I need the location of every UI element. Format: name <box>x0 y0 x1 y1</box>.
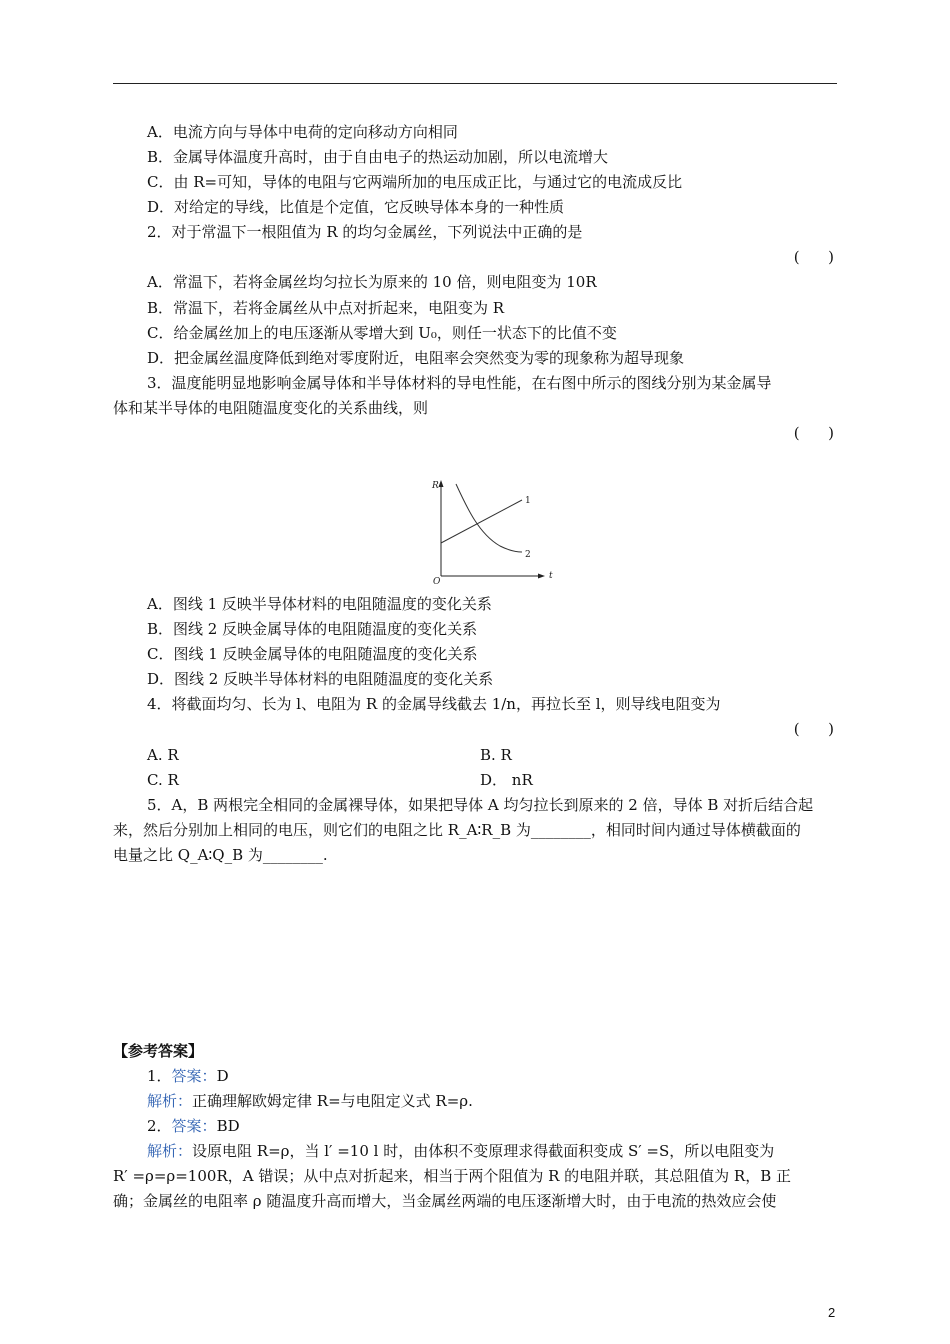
explanation-1 <box>147 1091 473 1111</box>
q2-option-d: D．把金属丝温度降低到绝对零度附近，电阻率会突然变为零的现象称为超导现象 <box>147 349 685 367</box>
explanation-2-line2: R′ =ρ=ρ=100R，A 错误；从中点对折起来，相当于两个阻值为 R 的电阻并联，其总阻值为 R，B 正 <box>113 1167 792 1185</box>
answer-2-number: 2． <box>147 1117 172 1135</box>
q1-option-b: B．金属导体温度升高时，由于自由电子的热运动加剧，所以电流增大 <box>147 148 609 166</box>
q4-option-b: B. R <box>480 746 512 764</box>
q4-option-d: D． nR <box>480 771 533 789</box>
x-axis-label: t <box>549 571 553 581</box>
answer-1-label: 答案： <box>171 1067 217 1085</box>
q3-option-c: C．图线 1 反映金属导体的电阻随温度的变化关系 <box>147 645 478 663</box>
explanation-2-text-1: 设原电阻 R=ρ，当 l′ =10 l 时，由体积不变原理求得截面积变成 S′ =S，所以电阻变为 <box>192 1142 775 1160</box>
page-number: 2 <box>828 1305 836 1320</box>
answer-2 <box>147 1116 240 1136</box>
origin-label: O <box>433 577 441 586</box>
q2-option-b: B．常温下，若将金属丝从中点对折起来，电阻变为 R <box>147 299 505 317</box>
q5-line1: 5．A，B 两根完全相同的金属裸导体，如果把导体 A 均匀拉长到原来的 2 倍，导体 B 对折后结合起 <box>147 796 814 814</box>
resistance-temperature-figure <box>425 476 565 586</box>
explanation-2-label: 解析： <box>147 1142 193 1160</box>
q3-option-b: B．图线 2 反映金属导体的电阻随温度的变化关系 <box>147 620 478 638</box>
curve-2-label: 2 <box>525 550 531 560</box>
q3-answer-paren: ( ) <box>793 424 834 442</box>
q3-stem-line1: 3．温度能明显地影响金属导体和半导体材料的导电性能，在右图中所示的图线分别为某金属导 <box>147 374 772 392</box>
curve-1 <box>441 500 522 543</box>
explanation-1-text: 正确理解欧姆定律 R=与电阻定义式 R=ρ. <box>192 1092 473 1110</box>
q2-stem: 2．对于常温下一根阻值为 R 的均匀金属丝，下列说法中正确的是 <box>147 223 583 241</box>
q3-option-a: A．图线 1 反映半导体材料的电阻随温度的变化关系 <box>147 595 492 613</box>
q4-option-a: A. R <box>147 746 179 764</box>
answer-1 <box>147 1066 229 1086</box>
q2-option-a: A．常温下，若将金属丝均匀拉长为原来的 10 倍，则电阻变为 10R <box>147 273 597 291</box>
q3-stem-line2: 体和某半导体的电阻随温度变化的关系曲线，则 <box>113 399 429 417</box>
header-rule <box>113 83 837 84</box>
q4-stem: 4．将截面均匀、长为 l、电阻为 R 的金属导线截去 1/n，再拉长至 l，则导线电阻变为 <box>147 695 721 713</box>
q1-option-d: D．对给定的导线，比值是个定值，它反映导体本身的一种性质 <box>147 198 565 216</box>
y-axis-label: R <box>432 481 439 491</box>
q1-option-c: C．由 R=可知，导体的电阻与它两端所加的电压成正比，与通过它的电流成反比 <box>147 173 683 191</box>
q4-option-c: C. R <box>147 771 179 789</box>
q2-option-c: C．给金属丝加上的电压逐渐从零增大到 U₀，则任一状态下的比值不变 <box>147 324 617 342</box>
x-axis-arrow <box>538 574 545 579</box>
answer-2-value: BD <box>216 1117 240 1135</box>
y-axis-arrow <box>439 480 444 487</box>
explanation-2-line3: 确；金属丝的电阻率 ρ 随温度升高而增大，当金属丝两端的电压逐渐增大时，由于电流的热效应会使 <box>113 1192 777 1210</box>
answer-1-number: 1． <box>147 1067 172 1085</box>
q2-answer-paren: ( ) <box>793 248 834 266</box>
answer-1-value: D <box>216 1067 229 1085</box>
q4-answer-paren: ( ) <box>793 720 834 738</box>
explanation-2-line1 <box>147 1141 774 1161</box>
q3-option-d: D．图线 2 反映半导体材料的电阻随温度的变化关系 <box>147 670 494 688</box>
q5-line3: 电量之比 Q_A∶Q_B 为________. <box>113 846 328 864</box>
answers-header: 【参考答案】 <box>113 1042 204 1060</box>
q1-option-a: A．电流方向与导体中电荷的定向移动方向相同 <box>147 123 458 141</box>
answer-2-label: 答案： <box>171 1117 217 1135</box>
curve-1-label: 1 <box>525 496 531 506</box>
explanation-1-label: 解析： <box>147 1092 193 1110</box>
q5-line2: 来，然后分别加上相同的电压，则它们的电阻之比 R_A∶R_B 为________，相同时间内通过导体横截面的 <box>113 821 801 839</box>
